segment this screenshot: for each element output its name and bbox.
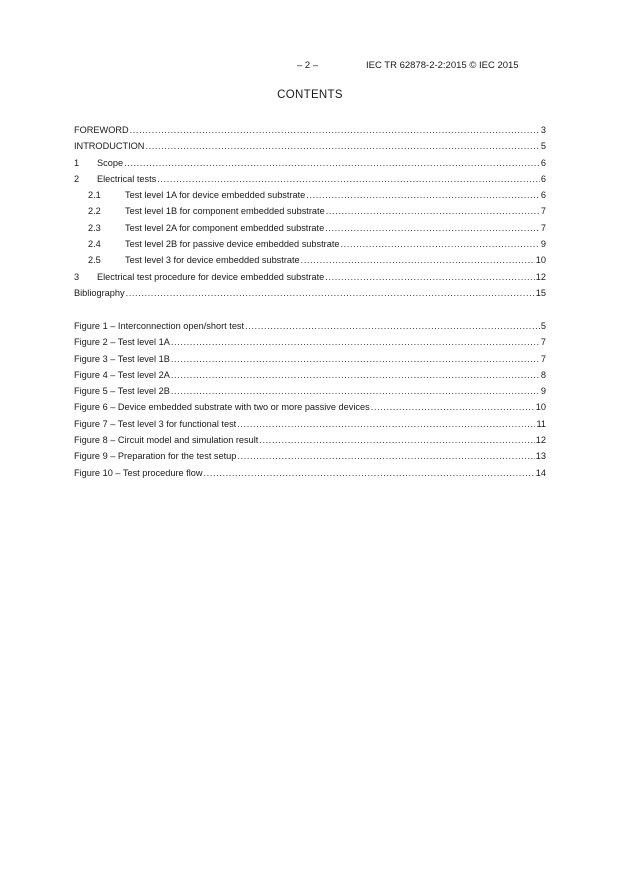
toc-entry-title: Test level 2B for passive device embedded substrate (125, 239, 340, 250)
figure-entry-page: 7 (540, 353, 546, 364)
figure-entry-page: 8 (540, 369, 546, 380)
toc-entry-page: 6 (540, 173, 546, 184)
dot-leader (301, 252, 535, 268)
dot-leader (306, 187, 540, 203)
dot-leader (325, 269, 535, 285)
toc-entry-title: INTRODUCTION (74, 141, 145, 152)
figure-entry-title: Figure 6 – Device embedded substrate with two or more passive devices (74, 402, 370, 413)
toc-entry[interactable] (74, 285, 546, 301)
figure-entry-page: 14 (535, 467, 546, 478)
figure-list (74, 318, 546, 481)
toc-entry-title: FOREWORD (74, 125, 129, 135)
toc-entry[interactable] (74, 220, 546, 236)
dot-leader (171, 334, 540, 350)
figure-entry-title: Figure 1 – Interconnection open/short test (74, 321, 245, 331)
dot-leader (171, 351, 540, 367)
toc-entry-page: 9 (540, 239, 546, 250)
figure-entry[interactable] (74, 383, 546, 399)
toc-entry[interactable] (74, 236, 546, 252)
dot-leader (259, 432, 534, 448)
dot-leader (341, 236, 540, 252)
figure-entry-page: 10 (535, 402, 546, 413)
toc-entry-title: Test level 1A for device embedded substrate (125, 190, 306, 201)
toc-entry[interactable] (74, 171, 546, 187)
page-number: – 2 – (297, 60, 319, 71)
figure-entry[interactable] (74, 416, 546, 432)
figure-entry-page: 5 (540, 321, 546, 331)
toc-entry-page: 7 (540, 222, 546, 233)
toc-entry-page: 6 (540, 157, 546, 168)
toc-entry[interactable] (74, 138, 546, 154)
toc-entry-title: Scope (97, 157, 124, 168)
figure-entry[interactable] (74, 465, 546, 481)
dot-leader (130, 122, 540, 138)
figure-entry[interactable] (74, 399, 546, 415)
figure-entry[interactable] (74, 318, 546, 334)
dot-leader (126, 285, 535, 301)
toc-entry-title: Electrical tests (97, 173, 157, 184)
toc-entry-page: 6 (540, 190, 546, 201)
toc-entry-number: 2.2 (88, 206, 101, 217)
figure-entry-page: 9 (540, 386, 546, 397)
figure-entry-title: Figure 8 – Circuit model and simulation result (74, 435, 259, 446)
dot-leader (245, 318, 540, 334)
dot-leader (237, 448, 534, 464)
figure-entry[interactable] (74, 448, 546, 464)
dot-leader (145, 138, 539, 154)
toc-entry-number: 2.4 (88, 239, 101, 250)
toc-entry-title: Electrical test procedure for device embedded substrate (97, 271, 325, 282)
figure-entry-title: Figure 2 – Test level 1A (74, 337, 170, 348)
document-id: IEC TR 62878-2-2:2015 © IEC 2015 (366, 60, 519, 71)
figure-entry-title: Figure 4 – Test level 2A (74, 369, 170, 380)
figure-entry-page: 12 (535, 435, 546, 446)
toc-entry[interactable] (74, 187, 546, 203)
dot-leader (171, 383, 540, 399)
toc-entry-title: Test level 2A for component embedded substrate (125, 222, 325, 233)
toc-entry-number: 3 (74, 271, 80, 282)
toc-entry[interactable] (74, 269, 546, 285)
dot-leader (204, 465, 535, 481)
toc-entry-page: 15 (535, 287, 546, 298)
figure-entry-title: Figure 9 – Preparation for the test setup (74, 451, 237, 462)
dot-leader (326, 203, 540, 219)
toc-entry-title: Test level 3 for device embedded substrate (125, 255, 300, 266)
figure-entry-title: Figure 7 – Test level 3 for functional test (74, 418, 237, 429)
figure-entry-title: Figure 10 – Test procedure flow (74, 467, 203, 478)
toc-entry-page: 3 (540, 125, 546, 135)
page-title: CONTENTS (277, 89, 343, 101)
figure-entry[interactable] (74, 351, 546, 367)
toc-entry-number: 2.5 (88, 255, 101, 266)
toc-entry-page: 7 (540, 206, 546, 217)
toc-entry[interactable] (74, 122, 546, 138)
toc-entry-number: 2.1 (88, 190, 101, 201)
figure-entry-title: Figure 5 – Test level 2B (74, 386, 170, 397)
figure-entry-page: 11 (536, 418, 546, 429)
toc-entry-number: 1 (74, 157, 80, 168)
figure-entry-page: 7 (540, 337, 546, 348)
toc-entry-page: 12 (535, 271, 546, 282)
dot-leader (157, 171, 540, 187)
toc-entry-page: 10 (535, 255, 546, 266)
toc-entry[interactable] (74, 203, 546, 219)
dot-leader (171, 367, 540, 383)
dot-leader (237, 416, 535, 432)
toc-list (74, 122, 546, 301)
toc-entry-number: 2.3 (88, 222, 101, 233)
toc-entry[interactable] (74, 252, 546, 268)
toc-entry-title: Test level 1B for component embedded substrate (125, 206, 325, 217)
figure-entry[interactable] (74, 367, 546, 383)
dot-leader (325, 220, 540, 236)
dot-leader (124, 155, 540, 171)
toc-entry-title: Bibliography (74, 287, 125, 298)
toc-entry[interactable] (74, 155, 546, 171)
figure-entry-page: 13 (535, 451, 546, 462)
toc-entry-page: 5 (540, 141, 546, 152)
figure-entry-title: Figure 3 – Test level 1B (74, 353, 170, 364)
figure-entry[interactable] (74, 334, 546, 350)
page-header (0, 60, 620, 74)
dot-leader (371, 399, 535, 415)
figure-entry[interactable] (74, 432, 546, 448)
toc-entry-number: 2 (74, 173, 80, 184)
